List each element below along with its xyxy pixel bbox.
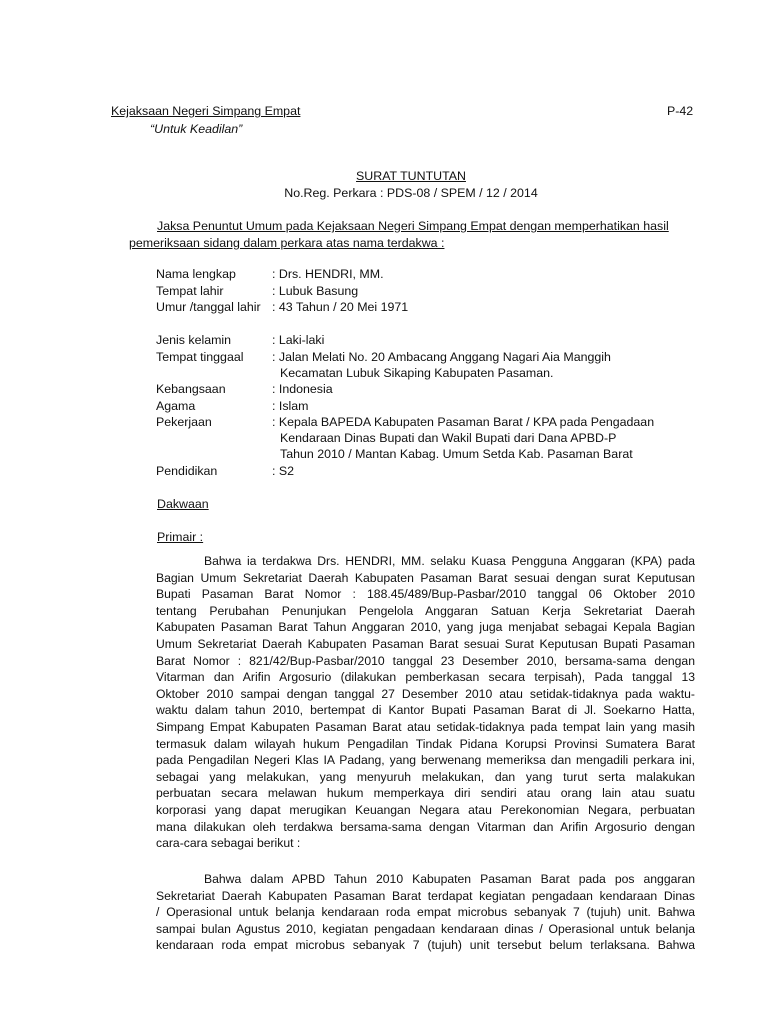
paragraph-line: mana dilakukan oleh terdakwa bersama-sama dengan Vitarman dan Arifin Argosurio dengan <box>156 819 695 834</box>
value-pendidikan: : S2 <box>272 464 295 478</box>
paragraph-line: waktu dalam tahun 2010, bertempat di Kantor Bupati Pasaman Barat di Jl. Soekarno Hatta, <box>156 703 695 718</box>
paragraph-line: Bagian Umum Sekretariat Daerah Kabupaten Pasaman Barat sesuai dengan surat Keputusan <box>156 570 695 585</box>
form-code: P-42 <box>667 104 694 118</box>
section-primair: Primair : <box>157 530 204 544</box>
value-pekerjaan-line-3: Tahun 2010 / Mantan Kabag. Umum Setda Kab. Pasaman Barat <box>280 447 633 461</box>
paragraph-line: perbuatan secara melawan hukum memperkaya diri sendiri atau orang lain atau suatu <box>156 786 695 801</box>
intro-line-1: Jaksa Penuntut Umum pada Kejaksaan Negeri Simpang Empat dengan memperhatikan hasil <box>157 219 669 233</box>
paragraph-line: Bahwa ia terdakwa Drs. HENDRI, MM. selaku Kuasa Pengguna Anggaran (KPA) pada <box>204 554 695 568</box>
value-pekerjaan <box>272 414 654 462</box>
value-pekerjaan-line-2: Kendaraan Dinas Bupati dan Wakil Bupati dari Dana APBD-P <box>280 431 617 445</box>
label-umur: Umur /tanggal lahir <box>156 300 261 314</box>
paragraph-line: Kabupaten Pasaman Barat Tahun Anggaran 2010, yang juga menjabat sebagai Kepala Bagian <box>156 620 695 635</box>
motto: “Untuk Keadilan” <box>150 122 243 136</box>
label-tempat-tinggal: Tempat tinggaal <box>156 350 244 364</box>
value-tempat-lahir: : Lubuk Basung <box>272 284 359 298</box>
value-tempat-tinggal-line-2: Kecamatan Lubuk Sikaping Kabupaten Pasaman. <box>280 366 554 380</box>
intro-line-2: pemeriksaan sidang dalam perkara atas nama terdakwa : <box>129 236 445 250</box>
section-dakwaan: Dakwaan <box>157 497 209 511</box>
paragraph-line: Bupati Pasaman Barat Nomor : 188.45/489/Bup-Pasbar/2010 tanggal 06 Oktober 2010 <box>156 587 695 602</box>
paragraph-line: pada Pengadilan Negeri Klas IA Padang, yang berwenang memeriksa dan mengadili perkara ini, <box>156 753 695 768</box>
paragraph-line: Bahwa dalam APBD Tahun 2010 Kabupaten Pasaman Barat pada pos anggaran <box>204 872 695 886</box>
label-tempat-lahir: Tempat lahir <box>156 284 224 298</box>
paragraph-line: Barat Nomor : 821/42/Bup-Pasbar/2010 tanggal 23 Desember 2010, bersama-sama dengan <box>156 653 695 668</box>
paragraph-line: kendaraan roda empat microbus sebanyak 7 (tujuh) unit tersebut belum terlaksana. Bahwa <box>156 938 695 953</box>
paragraph-line: termasuk dalam wilayah hukum Pengadilan Tindak Pidana Korupsi Provinsi Sumatera Barat <box>156 736 695 751</box>
paragraph-line: sampai bulan Agustus 2010, kegiatan pengadaan kendaraan dinas / Operasional untuk belanja <box>156 921 695 936</box>
label-kebangsaan: Kebangsaan <box>156 382 226 396</box>
value-umur: : 43 Tahun / 20 Mei 1971 <box>272 300 409 314</box>
label-nama: Nama lengkap <box>156 267 236 281</box>
label-pendidikan: Pendidikan <box>156 464 218 478</box>
paragraph-line: sebagai yang melakukan, yang menyuruh melakukan, dan yang turut serta malakukan <box>156 769 695 784</box>
label-pekerjaan: Pekerjaan <box>156 415 212 429</box>
paragraph-line: Oktober 2010 sampai dengan tanggal 27 Desember 2010 atau setidak-tidaknya pada waktu- <box>156 686 695 701</box>
document-title: SURAT TUNTUTAN <box>356 169 466 183</box>
value-pekerjaan-line-1: : Kepala BAPEDA Kabupaten Pasaman Barat / KPA pada Pengadaan <box>272 415 655 429</box>
registration-number: No.Reg. Perkara : PDS-08 / SPEM / 12 / 2014 <box>284 186 538 200</box>
office-name: Kejaksaan Negeri Simpang Empat <box>111 104 301 118</box>
paragraph-line: Umum Sekretariat Daerah Kabupaten Pasaman Barat sesuai Surat Keputusan Bupati Pasaman <box>156 636 695 651</box>
value-kebangsaan: : Indonesia <box>272 382 333 396</box>
label-jenis-kelamin: Jenis kelamin <box>156 333 232 347</box>
paragraph-line: cara-cara sebagai berikut : <box>156 836 301 851</box>
value-tempat-tinggal-line-1: : Jalan Melati No. 20 Ambacang Anggang Nagari Aia Manggih <box>272 350 611 364</box>
value-nama: : Drs. HENDRI, MM. <box>272 267 384 281</box>
paragraph-line: korporasi yang dapat merugikan Keuangan Negara atau Perekonomian Negara, perbuatan <box>156 802 695 817</box>
paragraph-line: / Operasional untuk belanja kendaraan roda empat microbus sebanyak 7 (tujuh) unit. Bahwa <box>156 905 695 920</box>
paragraph-line: Sekretariat Daerah Kabupaten Pasaman Barat terdapat kegiatan pengadaan kendaraan Dinas <box>156 888 695 903</box>
paragraph-primair <box>156 553 695 852</box>
paragraph-line: Simpang Empat Kabupaten Pasaman Barat atau setidak-tidaknya pada tempat lain yang masih <box>156 719 695 734</box>
value-agama: : Islam <box>272 399 309 413</box>
value-jenis-kelamin: : Laki-laki <box>272 333 325 347</box>
paragraph-apbd <box>156 871 695 954</box>
paragraph-line: Vitarman dan Arifin Argosurio (dilakukan pemberkasan secara terpisah), Pada tanggal 13 <box>156 670 695 685</box>
paragraph-line: tentang Perubahan Penunjukan Pengelola Anggaran Satuan Kerja Sekretariat Daerah <box>156 603 695 618</box>
label-agama: Agama <box>156 399 196 413</box>
value-tempat-tinggal <box>272 349 611 381</box>
